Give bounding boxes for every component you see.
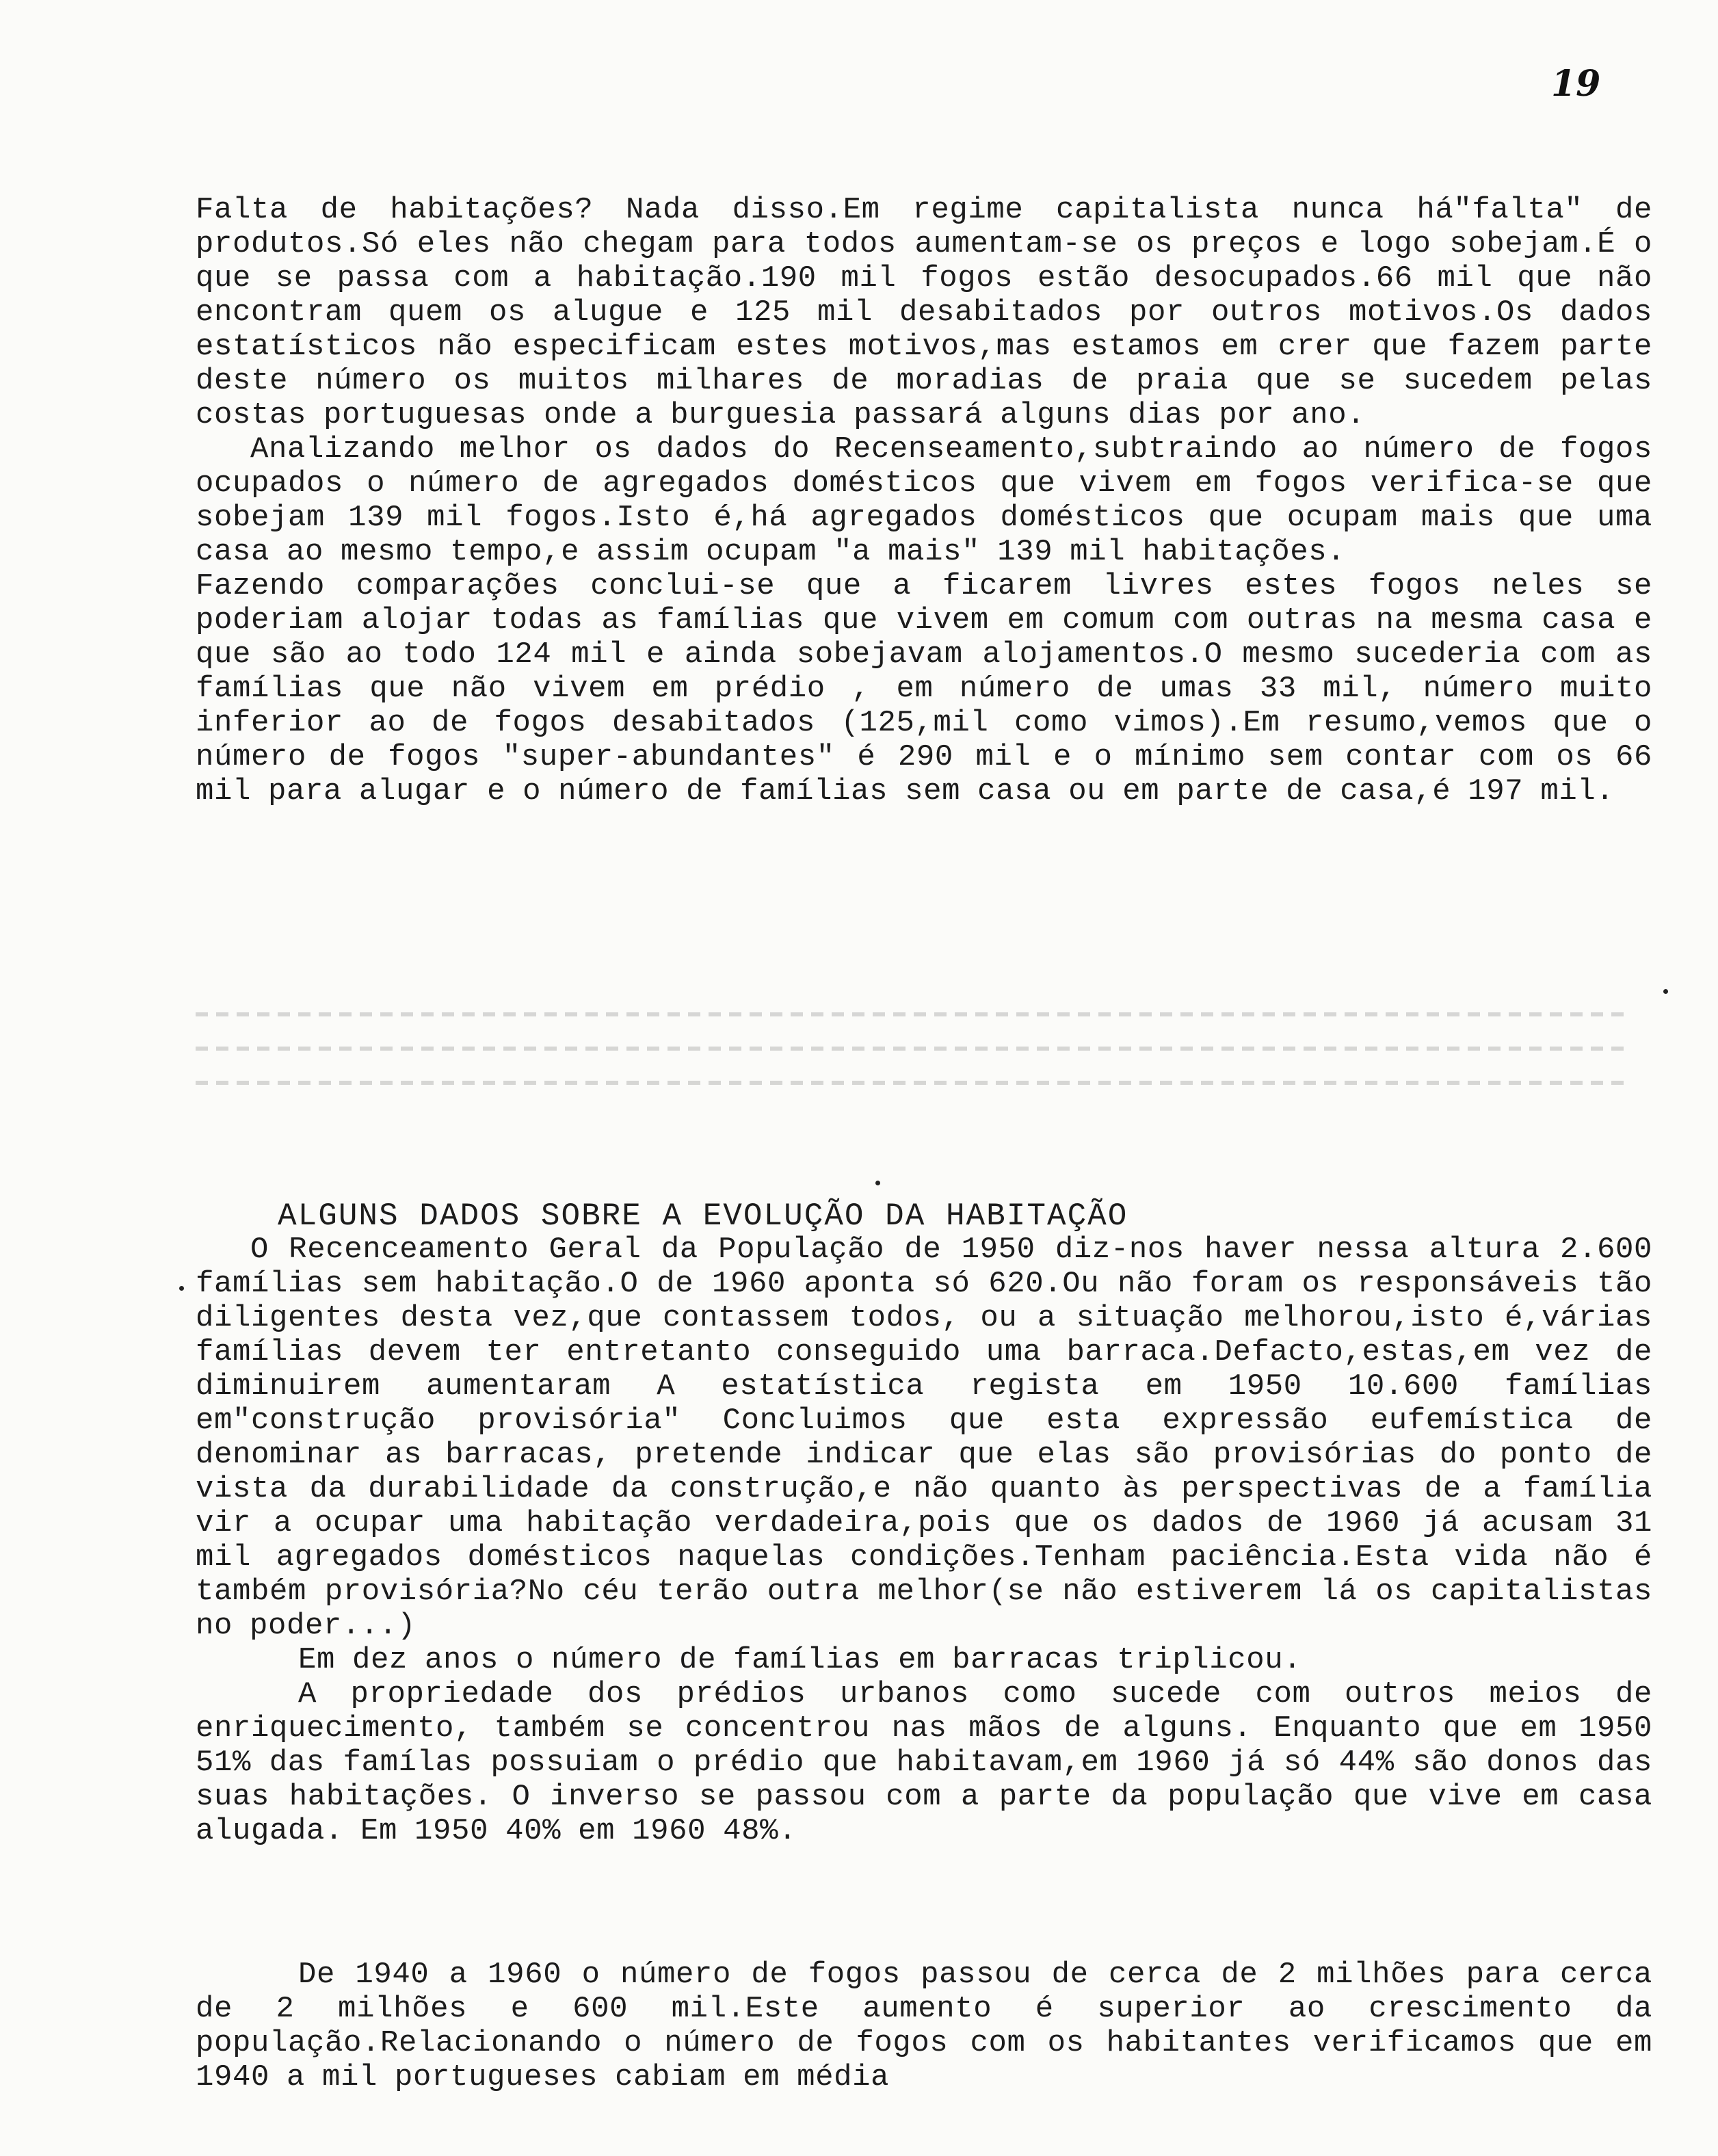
opening-text-block <box>196 193 1652 808</box>
paragraph: Em dez anos o número de famílias em barracas triplicou. <box>298 1643 1302 1677</box>
paragraph: A propriedade dos prédios urbanos como sucede com outros meios de enriquecimento, também se concentrou nas mãos de alguns. Enquanto que em 1950 51% das famílas possuiam o prédio que habitavam,em 1960 já só 44% são donos das suas habitações. O inverso se passou com a parte da população que vive em casa alugada. Em 1950 40% em 1960 48%. <box>196 1677 1652 1848</box>
paragraph: O Recenceamento Geral da População de 1950 diz-nos haver nessa altura 2.600 famílias sem habitação.O de 1960 aponta só 620.Ou não foram os responsáveis tão diligentes desta vez,que contassem todos, ou a situação melhorou,isto é,várias famílias devem ter entretanto conseguido uma barraca.Defacto,estas,em vez de diminuirem aumentaram A estatística regista em 1950 10.600 famílias em"construção provisória" Concluimos que esta expressão eufemística de denominar as barracas, pretende indicar que elas são provisórias do ponto de vista da durabilidade da construção,e não quanto às perspectivas de a família vir a ocupar uma habitação verdadeira,pois que os dados de 1960 já acusam 31 mil agregados domésticos naquelas condições.Tenham paciência.Esta vida não é também provisória?No céu terão outra melhor(se não estiverem lá os capitalistas no poder...) <box>196 1233 1652 1643</box>
ink-speck <box>875 1181 880 1185</box>
paragraph: Fazendo comparações conclui-se que a ficarem livres estes fogos neles se poderiam alojar todas as famílias que vivem em comum com outras na mesma casa e que são ao todo 124 mil e ainda sobejavam alojamentos.O mesmo sucederia com as famílias que não vivem em prédio , em número de umas 33 mil, número muito inferior ao de fogos desabitados (125,mil como vimos).Em resumo,vemos que o número de fogos "super-abundantes" é 290 mil e o mínimo sem contar com os 66 mil para alugar e o número de famílias sem casa ou em parte de casa,é 197 mil. <box>196 569 1652 808</box>
paragraph: Analizando melhor os dados do Recenseamento,subtraindo ao número de fogos ocupados o número de agregados domésticos que vivem em fogos verifica-se que sobejam 139 mil fogos.Isto é,há agregados domésticos que ocupam mais que uma casa ao mesmo tempo,e assim ocupam "a mais" 139 mil habitações. <box>196 432 1652 569</box>
faded-bleed-through-text <box>196 1012 1632 1129</box>
page-number: 19 <box>1551 63 1601 105</box>
section-text-block <box>196 1233 1652 1848</box>
ink-speck <box>179 1286 184 1291</box>
ink-speck <box>1663 989 1668 994</box>
paragraph: Falta de habitações? Nada disso.Em regime capitalista nunca há"falta" de produtos.Só eles não chegam para todos aumentam-se os preços e logo sobejam.É o que se passa com a habitação.190 mil fogos estão desocupados.66 mil que não encontram quem os alugue e 125 mil desabitados por outros motivos.Os dados estatísticos não especificam estes motivos,mas estamos em crer que fazem parte deste número os muitos milhares de moradias de praia que se sucedem pelas costas portuguesas onde a burguesia passará alguns dias por ano. <box>196 193 1652 432</box>
section-title: ALGUNS DADOS SOBRE A EVOLUÇÃO DA HABITAÇÃO <box>278 1198 1128 1234</box>
closing-text-block <box>196 1958 1652 2094</box>
paragraph: De 1940 a 1960 o número de fogos passou de cerca de 2 milhões para cerca de 2 milhões e 600 mil.Este aumento é superior ao crescimento da população.Relacionando o número de fogos com os habitantes verificamos que em 1940 a mil portugueses cabiam em média <box>196 1958 1652 2094</box>
